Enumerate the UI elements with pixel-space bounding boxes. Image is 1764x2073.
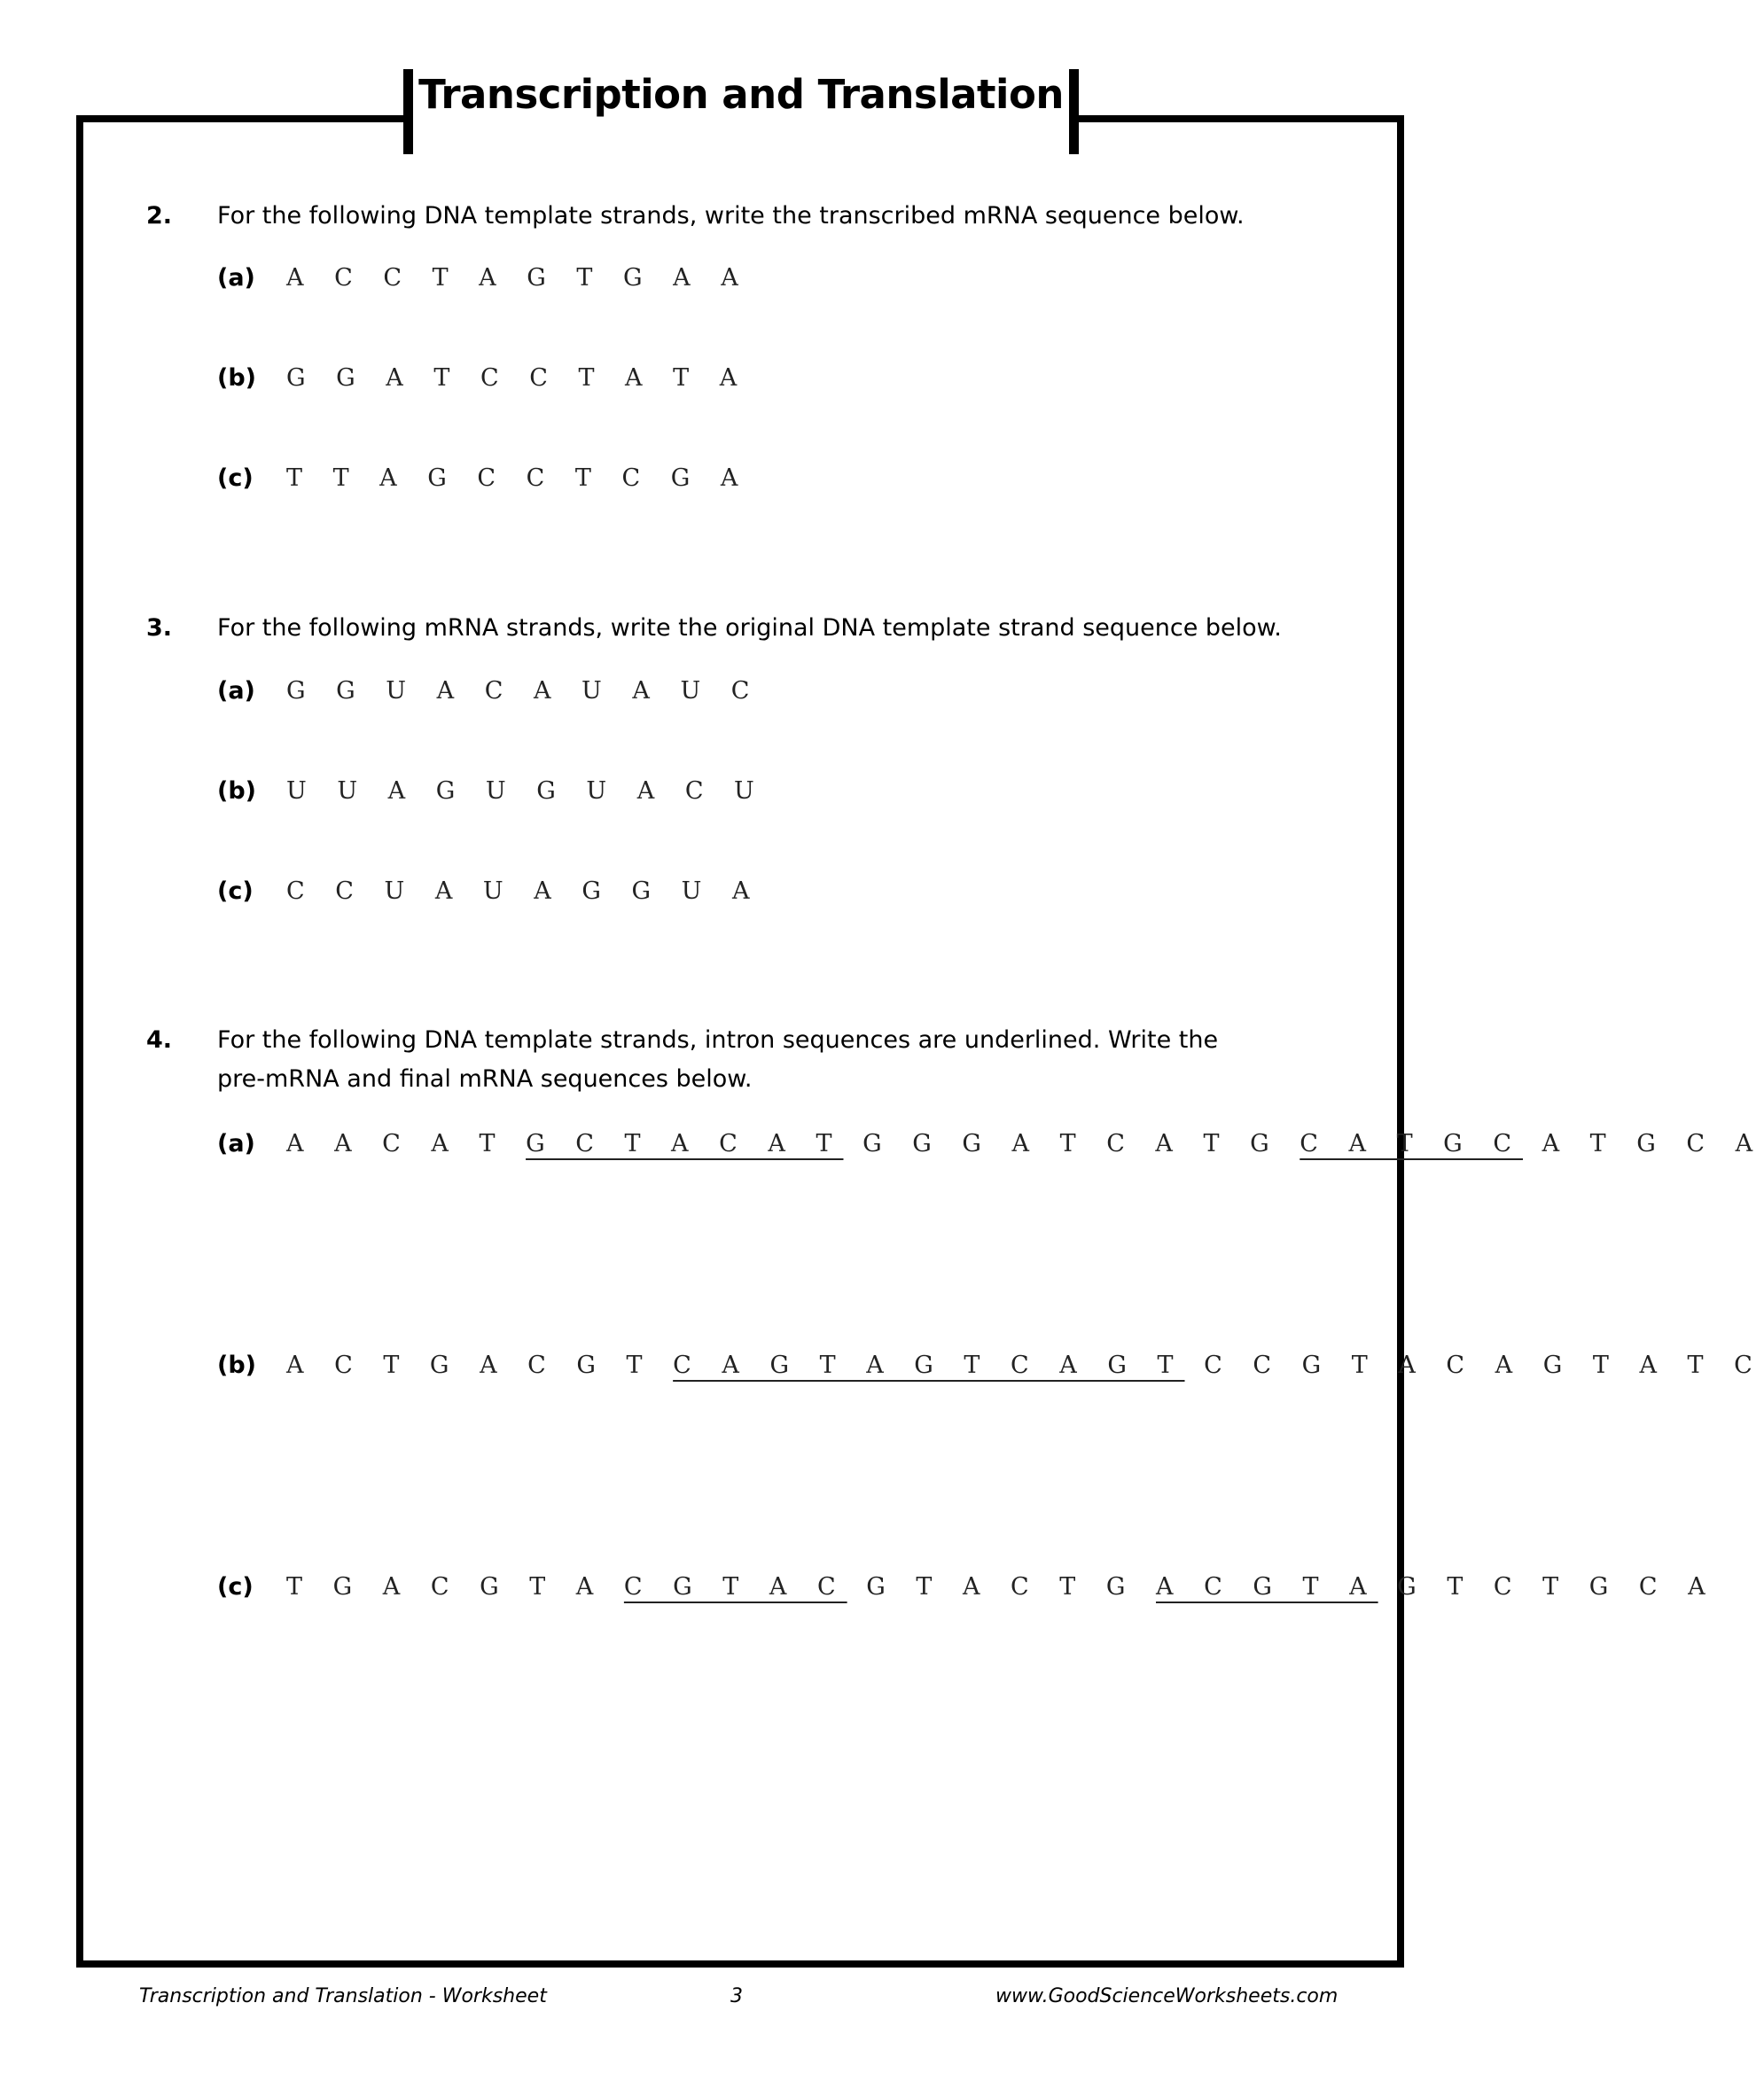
title-banner xyxy=(403,69,1079,158)
exon-segment: G T C T G C A xyxy=(1378,1573,1717,1601)
question-prompt: For the following mRNA strands, write the original DNA template strand sequence below. xyxy=(217,614,1282,642)
question-number: 4. xyxy=(146,1026,173,1054)
question-prompt-line1: For the following DNA template strands, intron sequences are underlined. Write the xyxy=(217,1026,1219,1054)
part-label: (c) xyxy=(217,877,254,905)
part-label: (a) xyxy=(217,677,255,705)
sequence: T T A G C C T C G A xyxy=(286,464,750,492)
question-number: 2. xyxy=(146,202,173,230)
part-label: (b) xyxy=(217,1352,257,1379)
title-bar-right xyxy=(1069,69,1079,154)
sequence: A C C T A G T G A A xyxy=(286,264,750,292)
page-title: Transcription and Translation xyxy=(418,71,1064,118)
intron-segment: C G T A C xyxy=(623,1573,847,1601)
part-label: (a) xyxy=(217,1130,255,1157)
sequence: G G A T C C T A T A xyxy=(286,364,749,392)
page-number: 3 xyxy=(730,1985,743,2007)
part-label: (b) xyxy=(217,777,257,805)
exon-segment: C C G T A C A G T A T C xyxy=(1184,1352,1764,1379)
part-label: (a) xyxy=(217,264,255,292)
exon-segment: A C T G A C G T xyxy=(286,1352,674,1379)
exon-segment: T G A C G T A xyxy=(286,1573,624,1601)
part-label: (c) xyxy=(217,464,254,492)
intron-segment: C A T G C xyxy=(1300,1130,1523,1157)
intron-segment: G C T A C A T xyxy=(526,1130,844,1157)
sequence: C C U A U A G G U A xyxy=(286,877,761,905)
part-label: (b) xyxy=(217,364,257,392)
exon-segment: A A C A T xyxy=(286,1130,527,1157)
title-bar-left xyxy=(403,69,413,154)
sequence-with-introns xyxy=(286,1573,1717,1601)
exon-segment: G T A C T G xyxy=(847,1573,1157,1601)
question-prompt: For the following DNA template strands, write the transcribed mRNA sequence below. xyxy=(217,202,1245,230)
sequence: G G U A C A U A U C xyxy=(286,677,761,705)
question-number: 3. xyxy=(146,614,173,642)
exon-segment: A T G C A xyxy=(1523,1130,1764,1157)
part-label: (c) xyxy=(217,1573,254,1601)
footer-website: www.GoodScienceWorksheets.com xyxy=(995,1985,1339,2007)
exon-segment: G G G A T C A T G xyxy=(843,1130,1300,1157)
sequence: U U A G U G U A C U xyxy=(286,777,766,805)
question-prompt-line2: pre-mRNA and final mRNA sequences below. xyxy=(217,1065,753,1093)
sequence-with-introns xyxy=(286,1352,1764,1379)
intron-segment: C A G T A G T C A G T xyxy=(673,1352,1185,1379)
footer-title: Transcription and Translation - Worksheet xyxy=(139,1985,547,2007)
intron-segment: A C G T A xyxy=(1156,1573,1378,1601)
sequence-with-introns xyxy=(286,1130,1764,1157)
